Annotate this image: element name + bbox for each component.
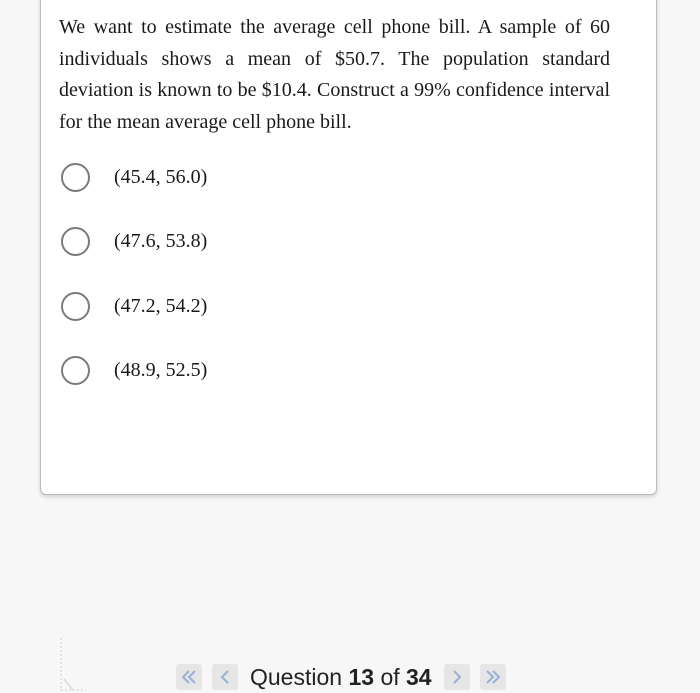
chevron-right-icon <box>448 668 466 686</box>
current-question-number: 13 <box>348 663 375 690</box>
last-question-button[interactable] <box>480 664 506 690</box>
option-label: (48.9, 52.5) <box>114 359 208 381</box>
radio-button[interactable] <box>61 163 90 192</box>
answer-option-1[interactable] <box>61 155 207 199</box>
option-label: (45.4, 56.0) <box>114 165 208 188</box>
first-question-button[interactable] <box>176 664 202 690</box>
answer-option-2[interactable] <box>61 220 207 264</box>
radio-button[interactable] <box>61 227 90 256</box>
question-counter-prefix: Question <box>250 663 343 690</box>
radio-button[interactable] <box>61 356 90 385</box>
double-chevron-left-icon <box>180 668 198 686</box>
option-label: (47.2, 54.2) <box>114 294 208 317</box>
total-question-count: 34 <box>406 663 432 690</box>
option-label: (47.6, 53.8) <box>114 230 208 252</box>
previous-question-button[interactable] <box>212 664 238 690</box>
question-counter-separator: of <box>380 663 400 690</box>
page-corner-mark <box>58 638 88 693</box>
answer-option-3[interactable] <box>61 284 207 328</box>
question-counter <box>250 664 432 691</box>
answer-option-4[interactable] <box>61 349 207 393</box>
answer-options <box>61 155 207 413</box>
question-text: We want to estimate the average cell phone bill. A sample of 60 individuals shows a mean of $50.7. The population standard deviation is known to be $10.4. Construct a 99% confidence interval for the mean average cell phone bill. <box>59 16 610 133</box>
next-question-button[interactable] <box>444 664 470 690</box>
radio-button[interactable] <box>61 292 90 321</box>
double-chevron-right-icon <box>484 668 502 686</box>
chevron-left-icon <box>216 668 234 686</box>
question-navigation <box>176 659 506 693</box>
question-card <box>40 0 657 495</box>
